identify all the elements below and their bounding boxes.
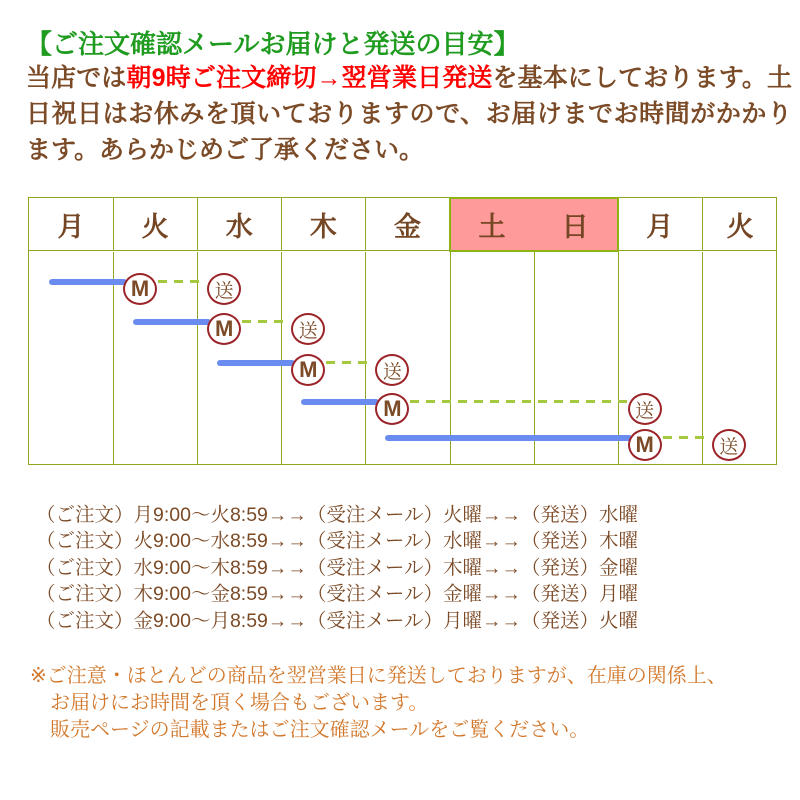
grid-line <box>534 252 535 465</box>
mail-circle: M <box>291 354 325 386</box>
calendar-body <box>29 252 776 465</box>
dash-connector <box>158 280 206 283</box>
day-label-weekend: 日 <box>561 212 589 242</box>
schedule-line: （ご注文）木9:00～金8:59→→（受注メール）金曜→→（発送）月曜 <box>36 583 639 606</box>
ship-circle: 送 <box>207 273 241 305</box>
dash-connector <box>663 436 711 439</box>
grid-line <box>702 252 703 465</box>
intro-paragraph <box>26 60 792 168</box>
order-period-bar <box>133 319 211 325</box>
header-separator <box>365 198 366 251</box>
ship-circle: 送 <box>291 313 325 345</box>
mail-circle: M <box>375 393 409 425</box>
mail-circle: M <box>123 273 157 305</box>
intro-text-start: 当店では <box>26 64 127 92</box>
intro-text-end: を基本にしております。土日祝日はお休みを頂いておりますので、お届けまでお時間がかかります。あらかじめご了承ください。 <box>26 64 792 164</box>
header-separator <box>281 198 282 251</box>
schedule-line: （ご注文）月9:00～火8:59→→（受注メール）火曜→→（発送）水曜 <box>36 504 639 526</box>
day-label-weekend: 土 <box>478 212 506 242</box>
order-period-bar <box>49 279 127 285</box>
grid-line <box>365 252 366 465</box>
schedule-line: （ご注文）水9:00～木8:59→→（受注メール）木曜→→（発送）金曜 <box>36 556 639 579</box>
weekend-header-cell <box>449 197 619 252</box>
dash-connector <box>410 400 626 403</box>
ship-circle: 送 <box>628 393 662 425</box>
shipping-calendar <box>28 197 777 465</box>
grid-line <box>618 252 619 465</box>
header-separator <box>113 198 114 251</box>
intro-highlight: 朝9時ご注文締切→翌営業日発送 <box>126 64 493 92</box>
page-title: 【ご注文確認メールお届けと発送の目安】 <box>26 29 520 59</box>
order-period-bar <box>301 399 379 405</box>
mail-circle: M <box>628 429 662 461</box>
order-period-bar <box>385 435 631 441</box>
schedule-line: （ご注文）金9:00～月8:59→→（受注メール）月曜→→（発送）火曜 <box>36 609 639 632</box>
day-cell: 木 <box>309 212 337 242</box>
day-cell: 月 <box>646 212 674 242</box>
day-cell: 火 <box>726 212 754 242</box>
calendar-header <box>29 198 776 251</box>
header-separator <box>197 198 198 251</box>
schedule-line: （ご注文）火9:00～水8:59→→（受注メール）水曜→→（発送）木曜 <box>36 530 639 553</box>
day-cell: 月 <box>57 212 85 242</box>
day-cell: 火 <box>141 212 169 242</box>
grid-line <box>197 252 198 465</box>
ship-circle: 送 <box>375 354 409 386</box>
grid-line <box>450 252 451 465</box>
order-period-bar <box>217 360 295 366</box>
schedule-list <box>36 502 638 634</box>
notice <box>30 663 727 744</box>
grid-line <box>281 252 282 465</box>
dash-connector <box>242 320 290 323</box>
notice-line: お届けにお時間を頂く場合もございます。 <box>50 692 429 714</box>
ship-circle: 送 <box>712 429 746 461</box>
header-separator <box>702 198 703 251</box>
day-cell: 金 <box>393 212 421 242</box>
notice-line: 販売ページの記載またはご注文確認メールをご覧ください。 <box>50 719 590 741</box>
mail-circle: M <box>207 313 241 345</box>
dash-connector <box>326 361 374 364</box>
notice-line: ※ご注意・ほとんどの商品を翌営業日に発送しておりますが、在庫の関係上、 <box>30 665 727 687</box>
day-cell: 水 <box>225 212 253 242</box>
